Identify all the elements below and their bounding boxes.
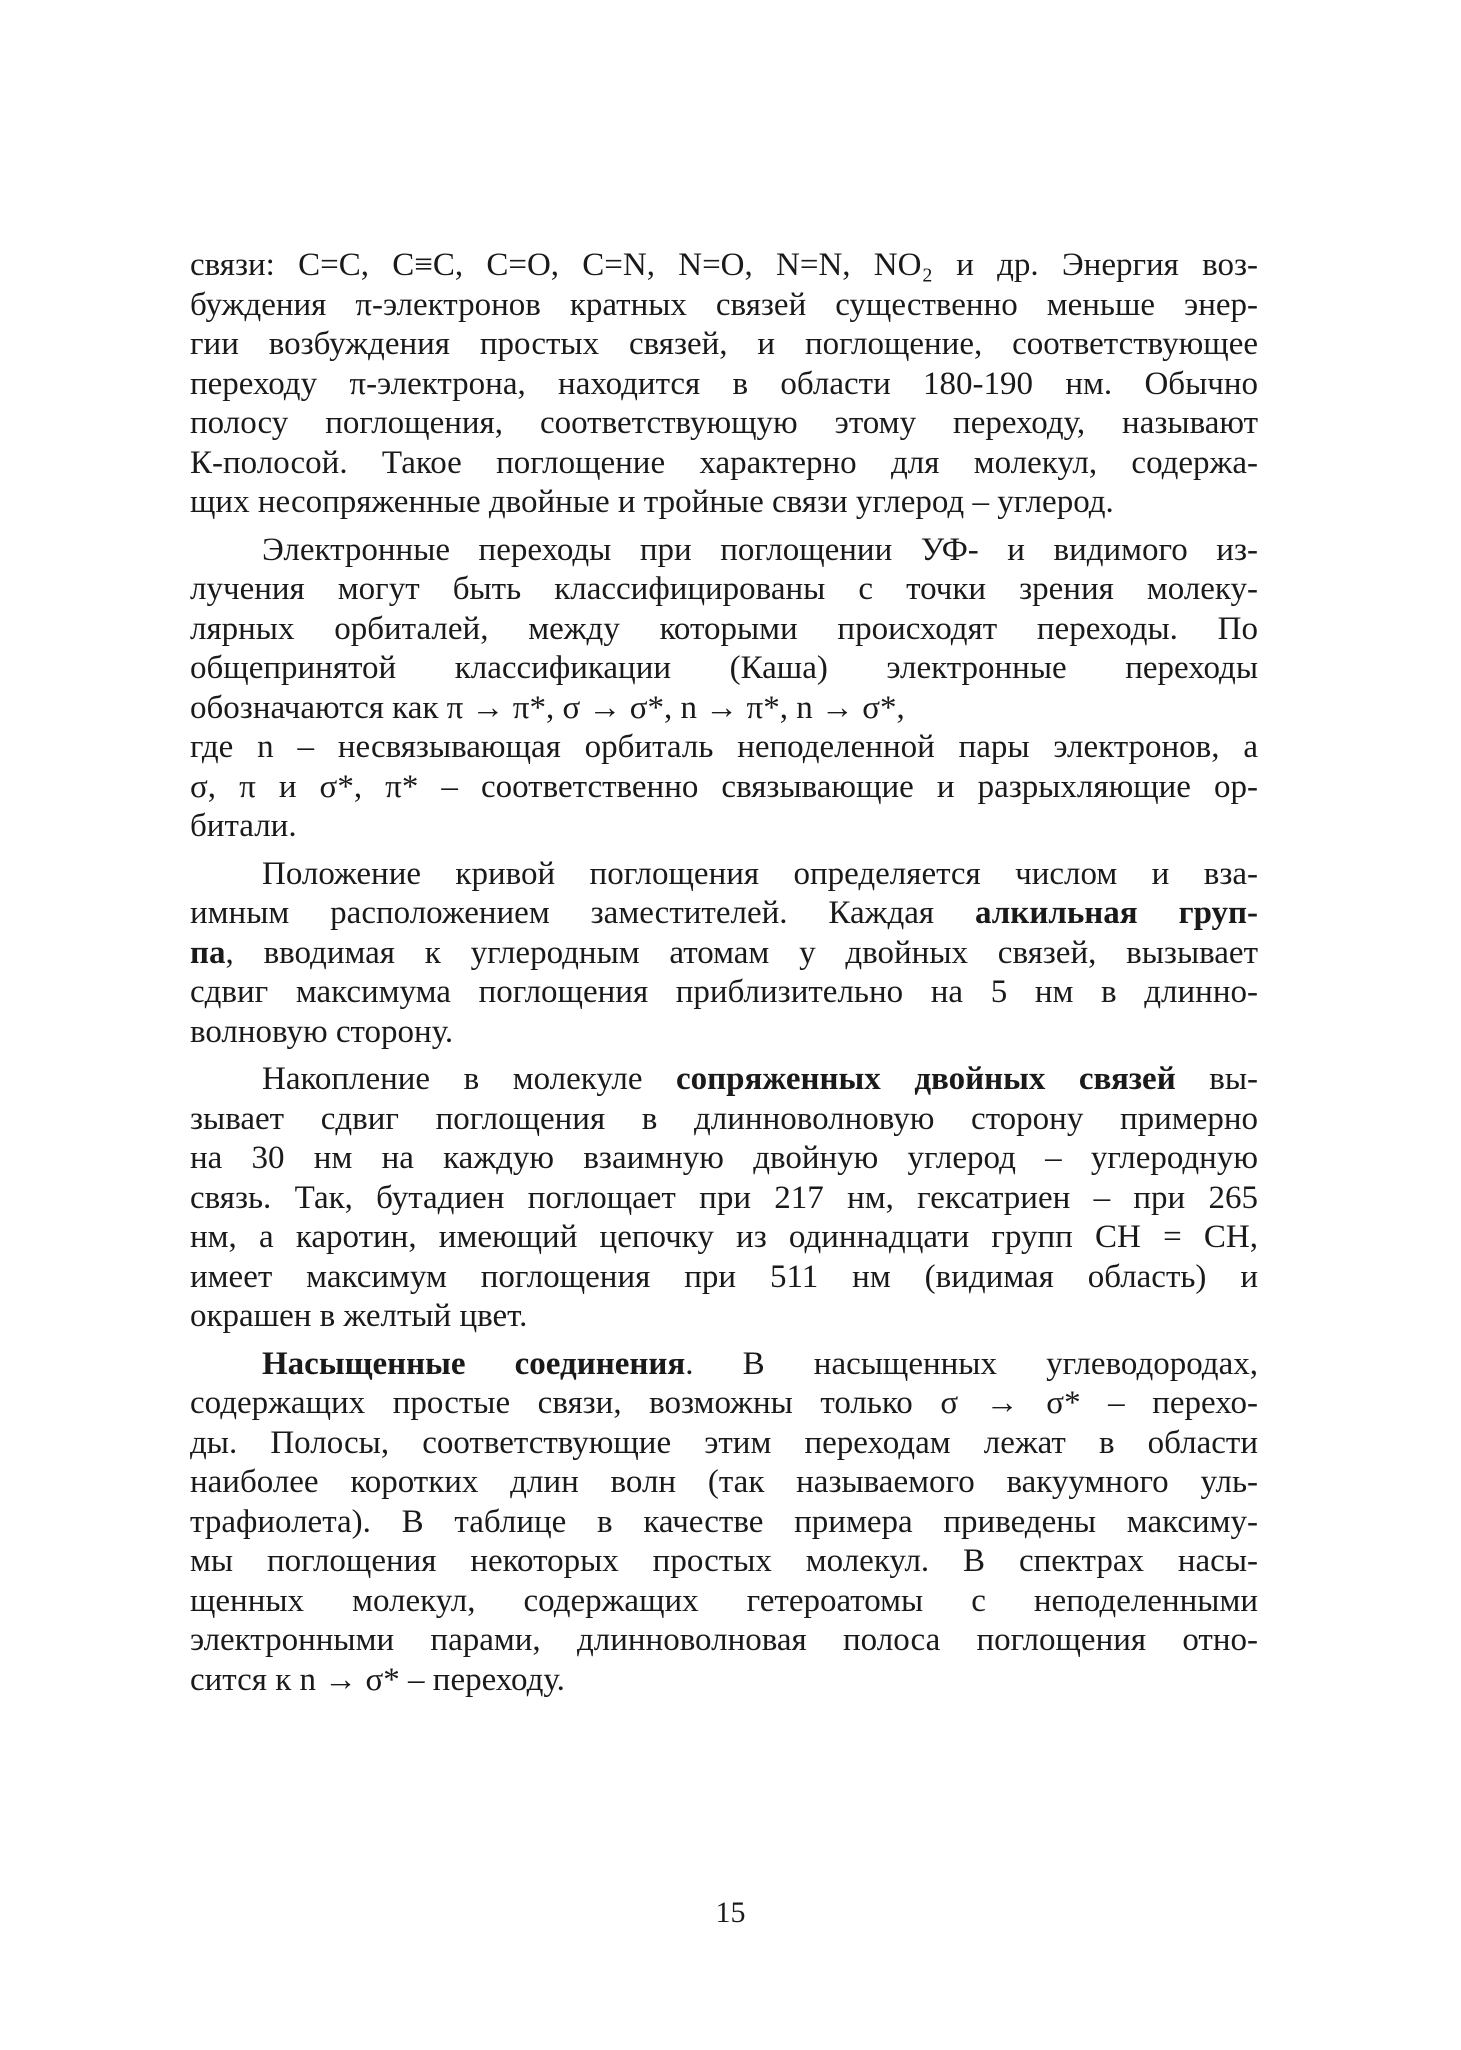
paragraph-4 <box>190 1060 1258 1337</box>
text-line: переходу π-электрона, находится в области 180-190 нм. Обычно <box>190 365 1258 402</box>
text-line: ды. Полосы, соответствующие этим переходам лежат в области <box>190 1424 1258 1461</box>
text-line <box>190 1060 1258 1100</box>
text-line: мы поглощения некоторых простых молекул. В спектрах насы- <box>190 1543 1258 1579</box>
text-line: обозначаются как π → π*, σ → σ*, n → π*, n → σ*, <box>190 689 905 726</box>
paragraph-3 <box>190 855 1258 1053</box>
text-line: общепринятой классификации (Каша) электронные переходы <box>190 650 1258 686</box>
text-line: σ, π и σ*, π* – соответственно связывающие и разрыхляющие ор- <box>190 768 1258 805</box>
text-span: , вводимая к углеродным атомам у двойных связей, вызывает <box>225 934 1258 971</box>
text-line: окрашен в желтый цвет. <box>190 1298 528 1334</box>
text-line <box>190 934 1258 974</box>
text-line: имеет максимум поглощения при 511 нм (видимая область) и <box>190 1258 1258 1295</box>
page-body <box>190 246 1258 1708</box>
text-line: гии возбуждения простых связей, и поглощение, соответствующее <box>190 326 1258 362</box>
text-line: Положение кривой поглощения определяется числом и вза- <box>262 855 1258 892</box>
bold-term: па <box>190 934 226 971</box>
text-line: наиболее коротких длин волн (так называемого вакуумного уль- <box>190 1464 1258 1500</box>
text-line: где n – несвязывающая орбиталь неподеленной пары электронов, а <box>190 729 1258 765</box>
page-number: 15 <box>715 1896 746 1929</box>
text-line: щенных молекул, содержащих гетероатомы с неподеленными <box>190 1582 1258 1619</box>
text-line: связи: С=С, С≡С, С=О, С=N, N=O, N=N, NO₂ и др. Энергия воз- <box>190 247 1258 283</box>
text-line: трафиолета). В таблице в качестве примера приведены максиму- <box>190 1503 1258 1540</box>
paragraph-1 <box>190 246 1258 523</box>
text-span: вы- <box>1175 1061 1258 1097</box>
text-span: Накопление в молекуле <box>262 1061 676 1097</box>
text-line: сдвиг максимума поглощения приблизительно на 5 нм в длинно- <box>190 974 1258 1010</box>
text-line: полосу поглощения, соответствующую этому переходу, называют <box>190 405 1258 441</box>
paragraph-5 <box>190 1345 1258 1701</box>
text-span: имным расположением заместителей. Каждая <box>190 895 975 931</box>
text-line: электронными парами, длинноволновая полоса поглощения отно- <box>190 1622 1258 1658</box>
text-span: . В насыщенных углеводородах, <box>685 1345 1258 1382</box>
text-line: связь. Так, бутадиен поглощает при 217 нм, гексатриен – при 265 <box>190 1179 1258 1216</box>
text-line: содержащих простые связи, возможны только σ → σ* – перехо- <box>190 1385 1258 1421</box>
text-line <box>190 894 1258 934</box>
text-line <box>190 1345 1258 1385</box>
text-line: буждения π-электронов кратных связей существенно меньше энер- <box>190 286 1258 323</box>
text-line: волновую сторону. <box>190 1013 454 1050</box>
bold-term: Насыщенные соединения <box>262 1345 686 1382</box>
bold-term: алкильная груп- <box>975 895 1258 931</box>
text-line: щих несопряженные двойные и тройные связи углерод – углерод. <box>190 484 1114 520</box>
bold-term: сопряженных двойных связей <box>676 1061 1176 1097</box>
text-line: зывает сдвиг поглощения в длинноволновую сторону примерно <box>190 1100 1258 1137</box>
text-line: на 30 нм на каждую взаимную двойную углерод – углеродную <box>190 1140 1258 1176</box>
text-line: нм, а каротин, имеющий цепочку из одиннадцати групп СН = СН, <box>190 1219 1258 1255</box>
text-line: К-полосой. Такое поглощение характерно для молекул, содержа- <box>190 444 1258 481</box>
text-line: лярных орбиталей, между которыми происходят переходы. По <box>190 610 1258 647</box>
paragraph-2 <box>190 531 1258 847</box>
text-line: битали. <box>190 808 297 844</box>
text-line: лучения могут быть классифицированы с точки зрения молеку- <box>190 571 1258 607</box>
text-line: сится к n → σ* – переходу. <box>190 1661 565 1698</box>
text-line: Электронные переходы при поглощении УФ- и видимого из- <box>262 531 1258 568</box>
